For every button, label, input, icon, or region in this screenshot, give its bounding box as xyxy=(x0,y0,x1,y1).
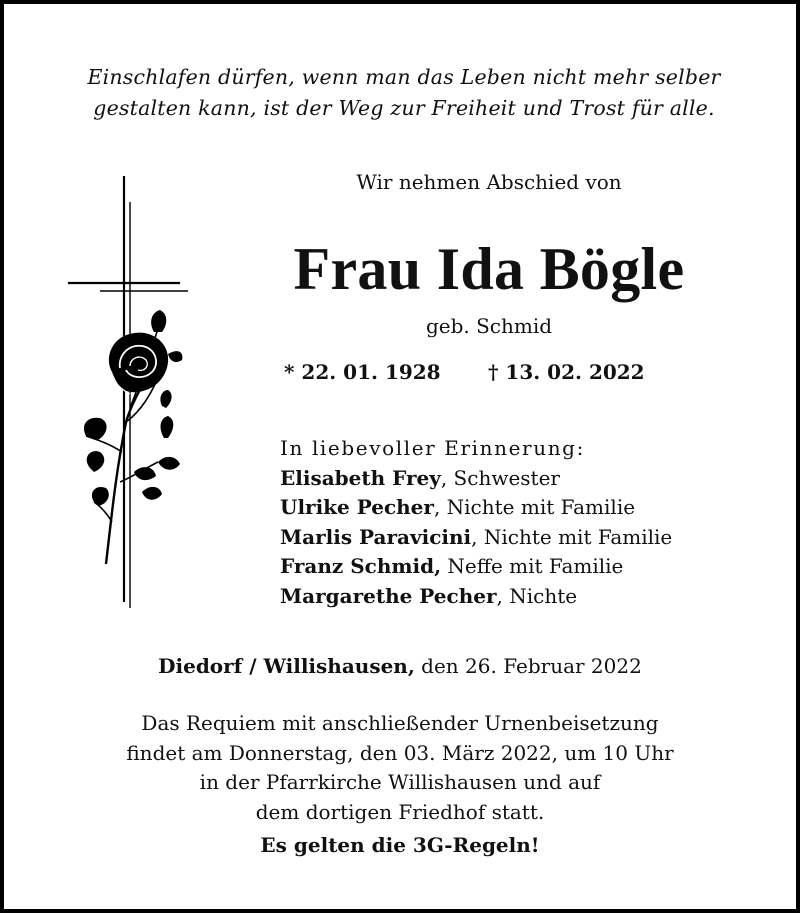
requiem-info xyxy=(4,709,796,827)
deceased-name: Frau Ida Bögle xyxy=(293,236,685,302)
maiden-name: geb. Schmid xyxy=(425,314,553,338)
quote-line-2: gestalten kann, ist der Weg zur Freiheit und Trost für alle. xyxy=(93,96,715,120)
cross-with-rose-icon xyxy=(60,172,200,612)
requiem-line: Das Requiem mit anschließender Urnenbeisetzung xyxy=(141,711,659,735)
mourner-name: Margarethe Pecher xyxy=(280,583,497,608)
quote-line-1: Einschlafen dürfen, wenn man das Leben nicht mehr selber xyxy=(87,65,721,89)
covid-rules-notice: Es gelten die 3G-Regeln! xyxy=(260,833,540,857)
mourner-relation: Neffe mit Familie xyxy=(441,554,624,578)
death-date: † 13. 02. 2022 xyxy=(488,360,645,384)
mourner-name: Elisabeth Frey xyxy=(280,465,441,490)
mourner-row xyxy=(280,464,672,494)
place-location: Diedorf / Willishausen, xyxy=(158,654,415,678)
mourner-name: Ulrike Pecher xyxy=(280,495,434,519)
place-date: den 26. Februar 2022 xyxy=(414,654,642,678)
mourner-name: Franz Schmid, xyxy=(280,554,442,578)
mourner-row xyxy=(280,523,672,553)
mourner-relation: , Nichte xyxy=(496,583,578,608)
mourner-row xyxy=(280,552,672,582)
intro-text: Wir nehmen Abschied von xyxy=(356,170,622,194)
epigraph-quote xyxy=(34,62,774,124)
mourner-name: Marlis Paravicini xyxy=(280,524,472,549)
place-and-date xyxy=(4,654,796,678)
requiem-line: dem dortigen Friedhof statt. xyxy=(255,799,545,824)
birth-date: * 22. 01. 1928 xyxy=(284,360,441,384)
mourner-row xyxy=(280,493,672,523)
mourners-list xyxy=(280,434,672,611)
mourner-row xyxy=(280,582,672,612)
requiem-line: findet am Donnerstag, den 03. März 2022, um 10 Uhr xyxy=(126,740,674,765)
mourner-relation: , Nichte mit Familie xyxy=(433,495,636,519)
memory-heading: In liebevoller Erinnerung: xyxy=(280,436,585,460)
mourner-relation: , Schwester xyxy=(440,465,560,490)
mourner-relation: , Nichte mit Familie xyxy=(471,524,673,549)
requiem-line: in der Pfarrkirche Willishausen und auf xyxy=(199,770,601,794)
